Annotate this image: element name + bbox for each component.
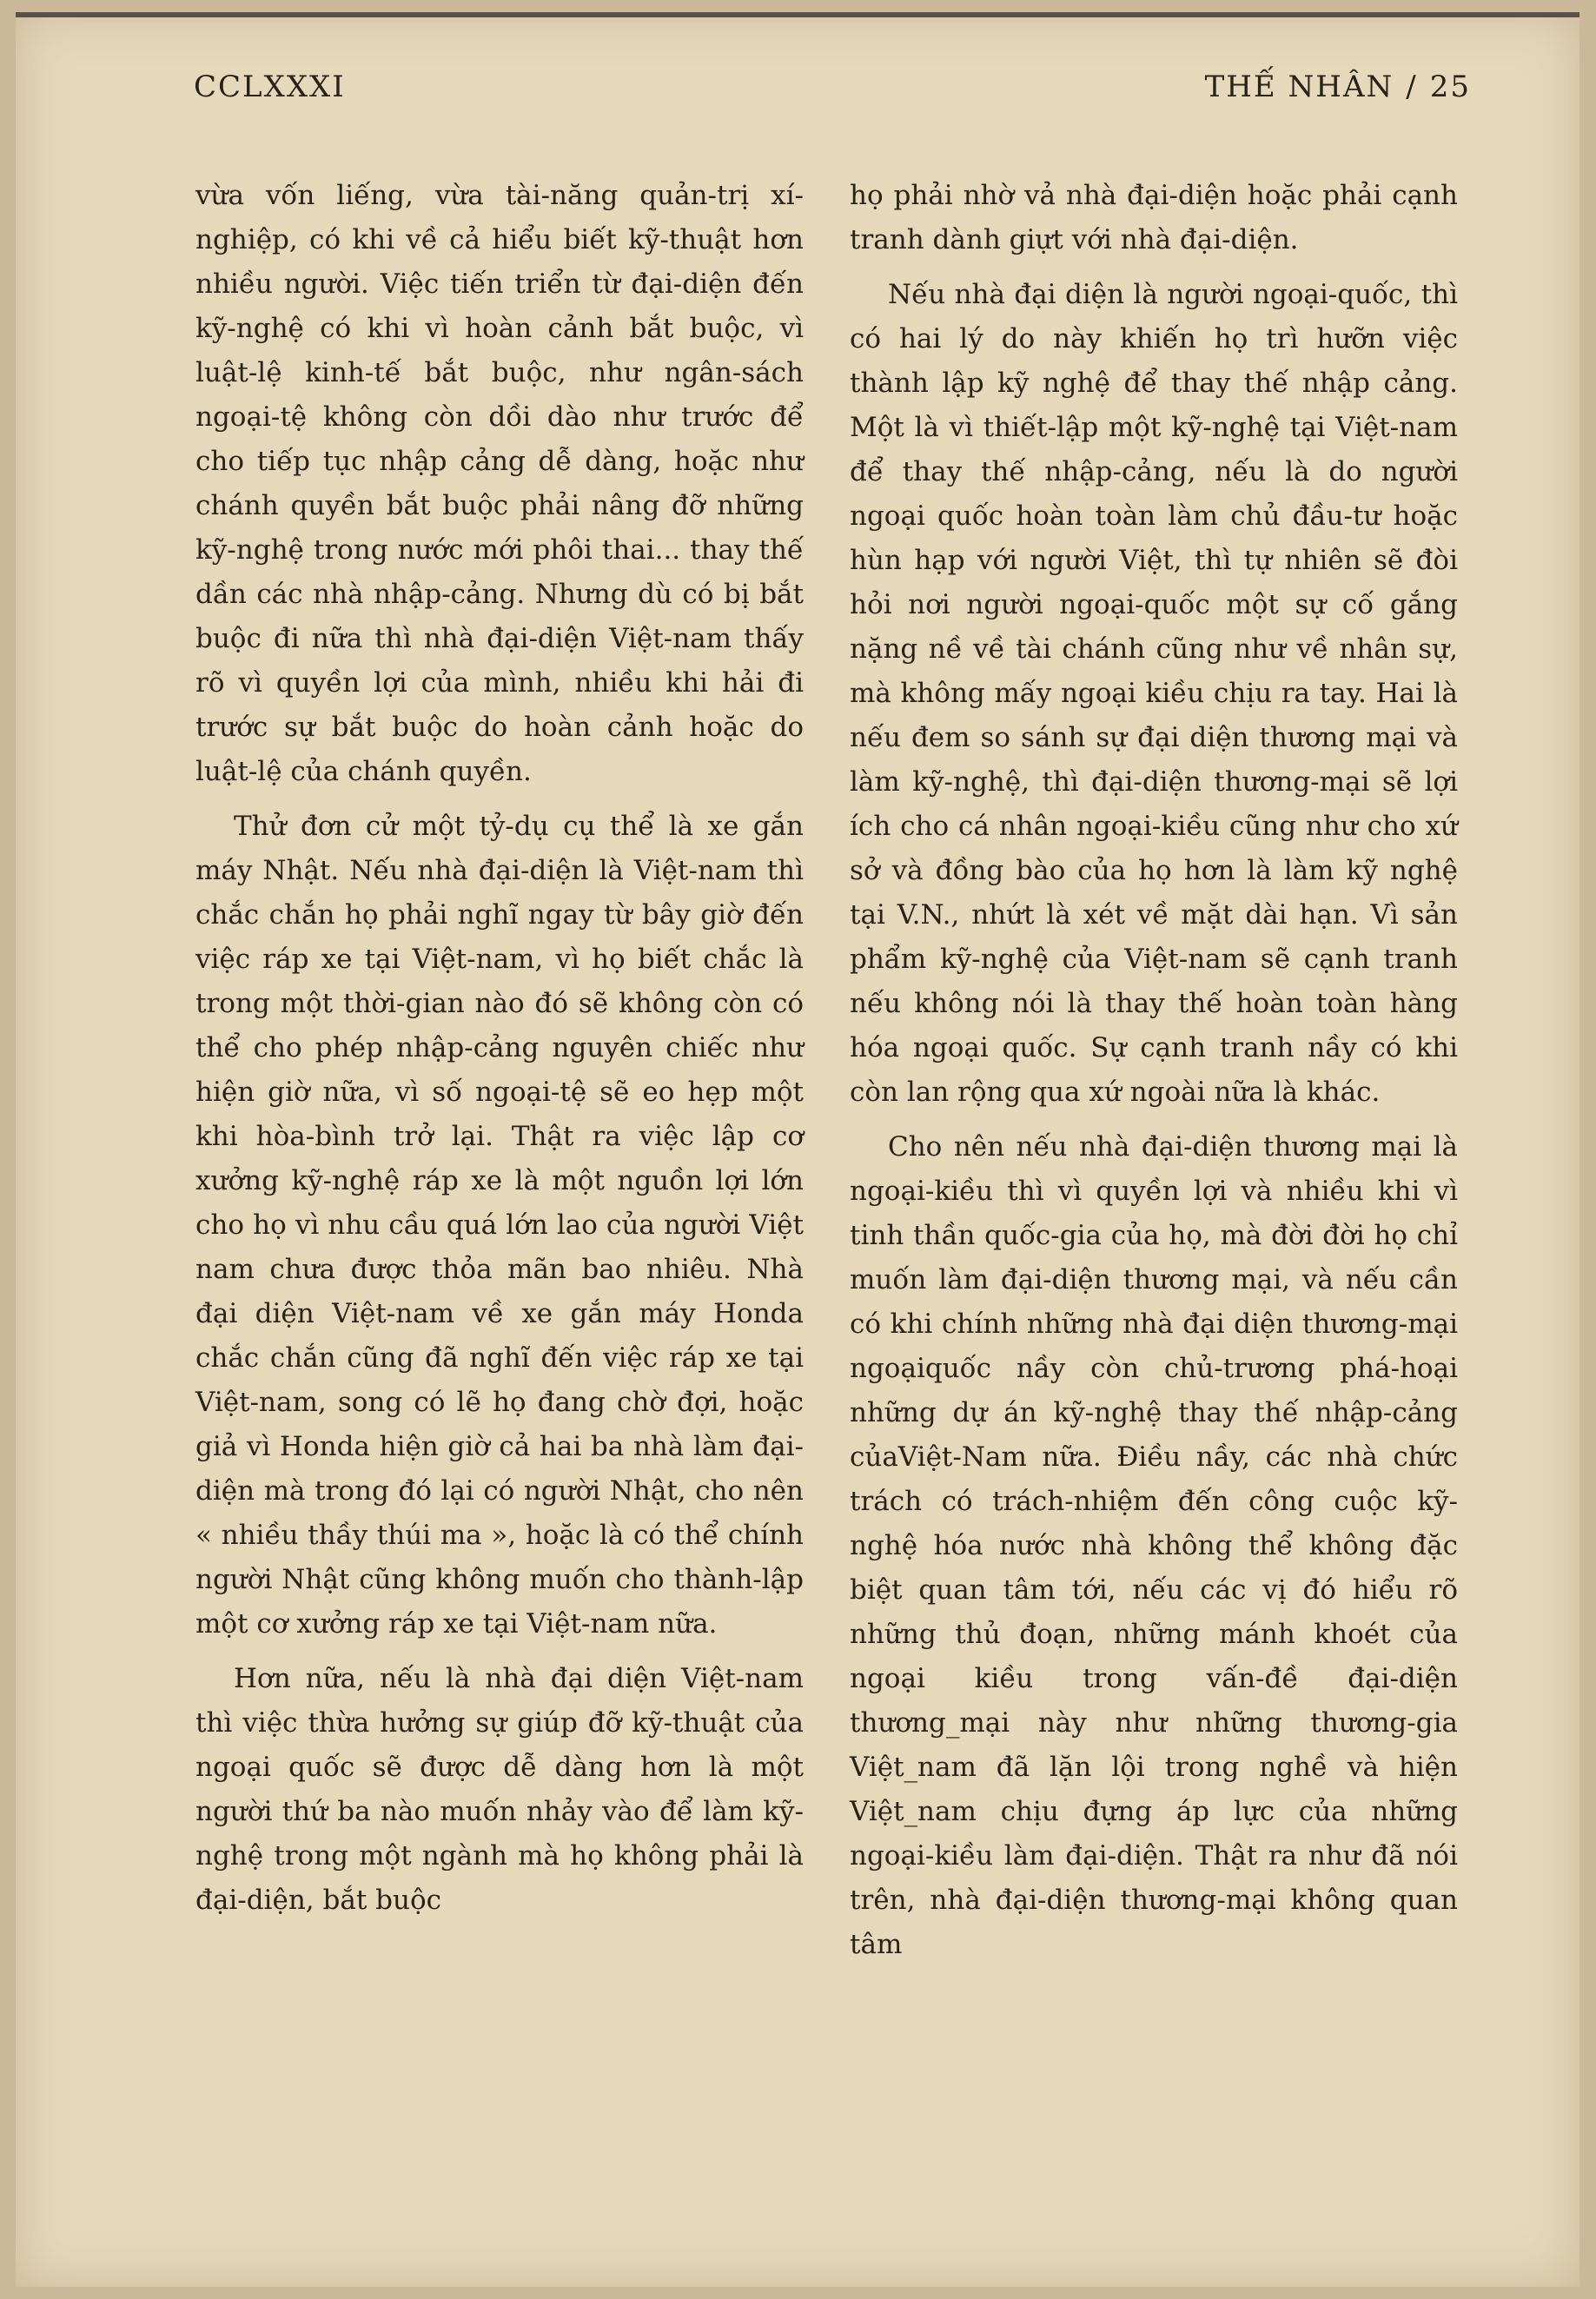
paragraph: Nếu nhà đại diện là người ngoại-quốc, thì có hai lý do này khiến họ trì hưỡn việc thành lập kỹ nghệ để thay thế nhập cảng. Một là vì thiết-lập một kỹ-nghệ tại Việt-nam để thay thế nhập-cảng, nếu là do người ngoại quốc hoàn toàn làm chủ đầu-tư hoặc hùn hạp với người Việt, thì tự nhiên sẽ đòi hỏi nơi người ngoại-quốc một sự cố gắng nặng nề về tài chánh cũng như về nhân sự, mà không mấy ngoại kiều chịu ra tay. Hai là nếu đem so sánh sự đại diện thương mại và làm kỹ-nghệ, thì đại-diện thương-mại sẽ lợi ích cho cá nhân ngoại-kiều cũng như cho xứ sở và đồng bào của họ hơn là làm kỹ nghệ tại V.N., nhứt là xét về mặt dài hạn. Vì sản phẩm kỹ-nghệ của Việt-nam sẽ cạnh tranh nếu không nói là thay thế hoàn toàn hàng hóa ngoại quốc. Sự cạnh tranh nầy có khi còn lan rộng qua xứ ngoài nữa là khác.: [850, 279, 1458, 1108]
header-separator: /: [1406, 70, 1418, 104]
right-column: [850, 174, 1458, 1978]
page-top-edge: [16, 12, 1579, 17]
page-number: 25: [1429, 70, 1471, 104]
book-page: [16, 12, 1579, 2287]
paragraph: vừa vốn liếng, vừa tài-năng quản-trị xí-nghiệp, có khi về cả hiểu biết kỹ-thuật hơn nhiều người. Việc tiến triển từ đại-diện đến kỹ-nghệ có khi vì hoàn cảnh bắt buộc, vì luật-lệ kinh-tế bắt buộc, như ngân-sách ngoại-tệ không còn dồi dào như trước để cho tiếp tục nhập cảng dễ dàng, hoặc như chánh quyền bắt buộc phải nâng đỡ những kỹ-nghệ trong nước mới phôi thai... thay thế dần các nhà nhập-cảng. Nhưng dù có bị bắt buộc đi nữa thì nhà đại-diện Việt-nam thấy rõ vì quyền lợi của mình, nhiều khi hải đi trước sự bắt buộc do hoàn cảnh hoặc do luật-lệ của chánh quyền.: [195, 180, 804, 787]
chapter-number: CCLXXXI: [194, 70, 346, 104]
section-title: THẾ NHÂN: [1204, 70, 1394, 104]
paragraph: Thử đơn cử một tỷ-dụ cụ thể là xe gắn máy Nhật. Nếu nhà đại-diện là Việt-nam thì chắc chắn họ phải nghĩ ngay từ bây giờ đến việc ráp xe tại Việt-nam, vì họ biết chắc là trong một thời-gian nào đó sẽ không còn có thể cho phép nhập-cảng nguyên chiếc như hiện giờ nữa, vì số ngoại-tệ sẽ eo hẹp một khi hòa-bình trở lại. Thật ra việc lập cơ xưởng kỹ-nghệ ráp xe là một nguồn lợi lớn cho họ vì nhu cầu quá lớn lao của người Việt nam chưa được thỏa mãn bao nhiêu. Nhà đại diện Việt-nam về xe gắn máy Honda chắc chắn cũng đã nghĩ đến việc ráp xe tại Việt-nam, song có lẽ họ đang chờ đợi, hoặc giả vì Honda hiện giờ cả hai ba nhà làm đại-diện mà trong đó lại có người Nhật, cho nên « nhiều thầy thúi ma », hoặc là có thể chính người Nhật cũng không muốn cho thành-lập một cơ xưởng ráp xe tại Việt-nam nữa.: [195, 811, 804, 1640]
page-header: [194, 70, 1471, 122]
paragraph: Hơn nữa, nếu là nhà đại diện Việt-nam thì việc thừa hưởng sự giúp đỡ kỹ-thuật của ngoại quốc sẽ được dễ dàng hơn là một người thứ ba nào muốn nhảy vào để làm kỹ-nghệ trong một ngành mà họ không phải là đại-diện, bắt buộc: [195, 1663, 804, 1916]
running-title: [1205, 70, 1471, 104]
left-column: [195, 174, 804, 1933]
paragraph: họ phải nhờ vả nhà đại-diện hoặc phải cạnh tranh dành giựt với nhà đại-diện.: [850, 180, 1458, 255]
paragraph: Cho nên nếu nhà đại-diện thương mại là ngoại-kiều thì vì quyền lợi và nhiều khi vì tinh thần quốc-gia của họ, mà đời đời họ chỉ muốn làm đại-diện thương mại, và nếu cần có khi chính những nhà đại diện thương-mại ngoạiquốc nầy còn chủ-trương phá-hoại những dự án kỹ-nghệ thay thế nhập-cảng củaViệt-Nam nữa. Điều nầy, các nhà chức trách có trách-nhiệm đến công cuộc kỹ-nghệ hóa nước nhà không thể không đặc biệt quan tâm tới, nếu các vị đó hiểu rõ những thủ đoạn, những mánh khoét của ngoại kiều trong vấn-đề đại-diện thương_mại này như những thương-gia Việt_nam đã lặn lội trong nghề và hiện Việt_nam chịu đựng áp lực của những ngoại-kiều làm đại-diện. Thật ra như đã nói trên, nhà đại-diện thương-mại không quan tâm: [850, 1131, 1458, 1960]
